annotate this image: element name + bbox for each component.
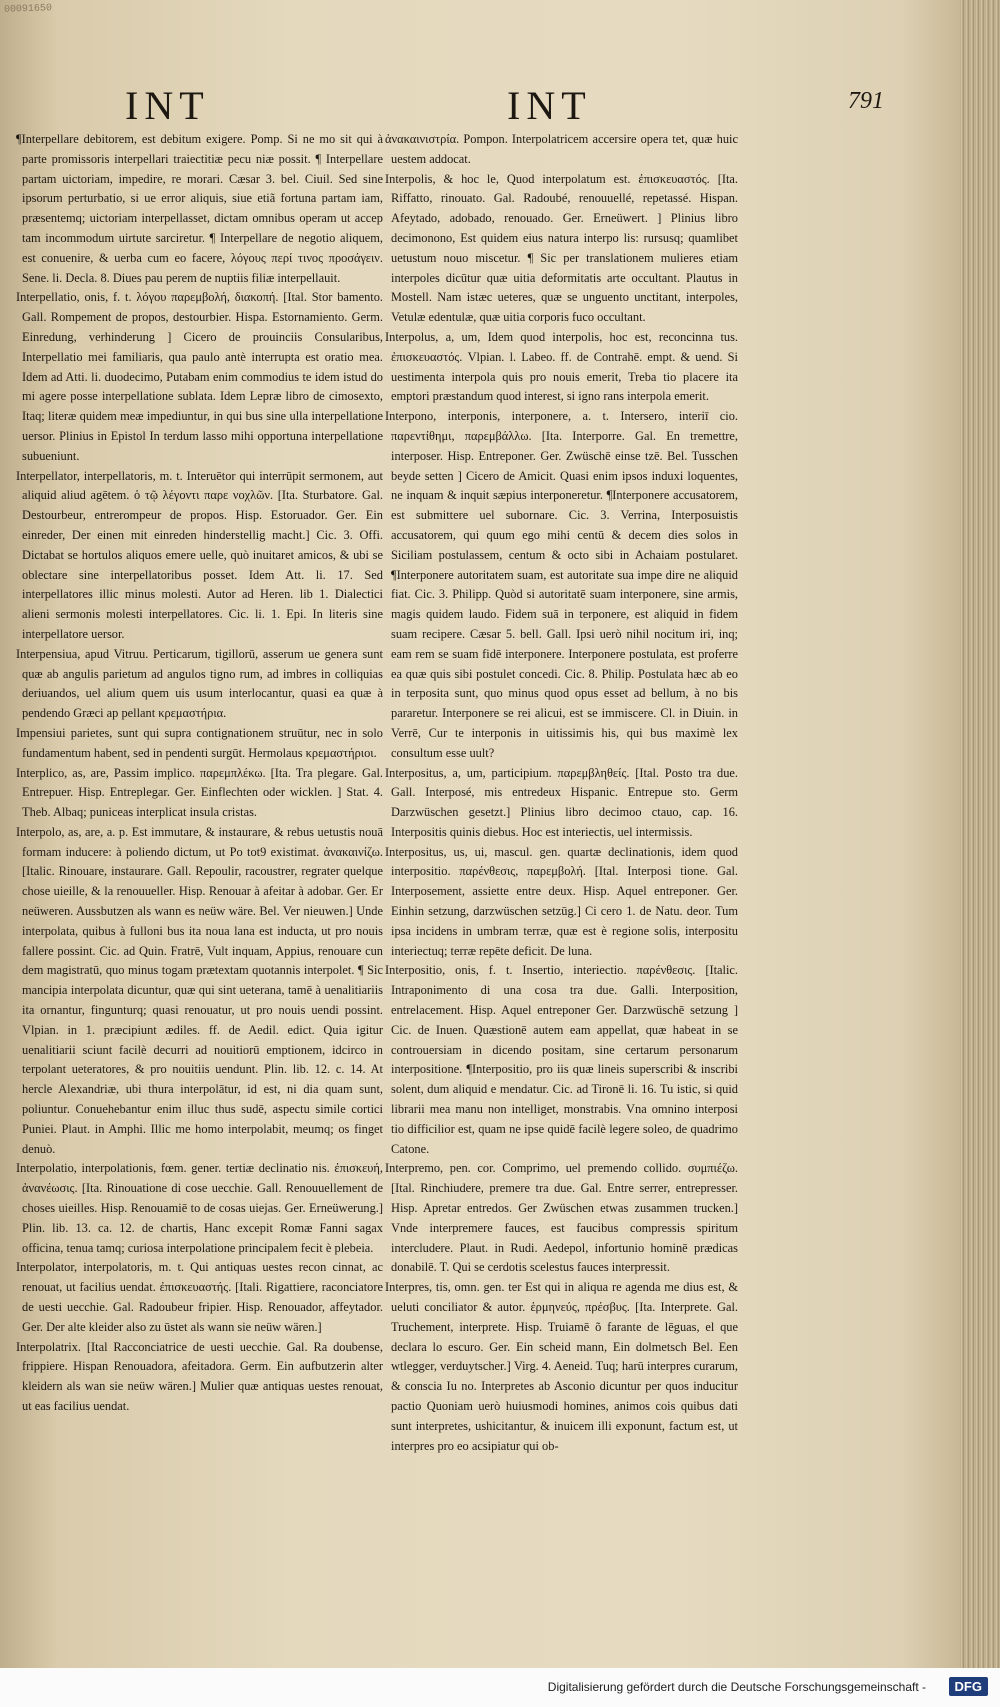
entry-interpolatio: Interpolatio, interpolationis, fœm. gener. tertiæ declinatio nis. ἐπισκευή, ἀνανέωσις. [Ita. Rinouatione di cose uecchie. Gall. Renouuellement de choses uieilles. Hisp. Renouamiē to de cosas uiejas. Ger. Erneüwerung.] Plin. lib. 13. ca. 12. de chartis, Hanc excepit Romæ Fanni sagax officina, tenua tamq; curiosa interpolatione principalem fecit è plebeia.: [16, 1161, 383, 1255]
entry-interpolatrix: Interpolatrix. [Ital Racconciatrice de uesti uecchie. Gal. Ra doubense, frippiere. Hispan Renouadora, afeitadora. Germ. Ein aufbutzerin alter kleidern als wan sie neüw wären.] Mulier quæ antiquas uestes renouat, ut eas facilius uendat.: [16, 1339, 383, 1413]
left-column: [16, 130, 383, 1417]
entry-interpellatio: Interpellatio, onis, f. t. λόγου παρεμβολή, διακοπή. [Ital. Stor bamento. Gall. Rompement de propos, destourbier. Hispa. Estornamiento. Germ. Einredung, verhinderung ] Cicero de prouinciis Consularibus, Interpellatio mei familiaris, qua paulo antè interrupta est oratio mea. Idem ad Atti. li. duodecimo, Putabam enim commodius te idem istud do mi agere posse interpellatione sublata. Idem Lepræ libro de cimosexto, Itaq; literæ quidem meæ impediuntur, in qui bus sine ulla interpellatione uersor. Plinius in Epistol In terdum lasso mihi opportuna interpellatione subueniunt.: [16, 290, 383, 463]
entry-interpensiua: Interpensiua, apud Vitruu. Perticarum, tigillorū, asserum ue genera sunt quæ ab angulis parietum ad angulos tigno rum, ad imbres in colliquias deriuandos, uel alium quem uis usum interlocantur, quasi ea quæ à pendendo Græci ap pellant κρεμαστήρια.: [16, 646, 383, 721]
catalog-stamp: 00091650: [3, 3, 53, 16]
digitization-credit: Digitalisierung gefördert durch die Deutsche Forschungsgemeinschaft -: [547, 1680, 926, 1694]
page-number: 791: [848, 88, 884, 114]
entry-interpres: Interpres, tis, omn. gen. ter Est qui in aliqua re agenda me dius est, & ueluti conciliator & autor. ἑρμηνεύς, πρέσβυς. [Ita. Interprete. Gal. Truchement, interprete. Hisp. Truiamē õ farante de lēguas, el que declara lo escuro. Ger. Ein scheid mann, Ein dolmetsch Bel. Een wtlegger, verduytscher.] Virg. 4. Aeneid. Tuq; harū interpres curarum, & conscia Iu no. Interpretes ab Asconio dicuntur per quos inducitur pactio Quoniam uerò huiusmodi homines, animos cois quibus dati sunt interpretes, ushicitantur, & inuicem illi exponunt, factum est, ut interpres pro eo acsipiatur qui ob-: [385, 1280, 738, 1453]
entry-interpolus: Interpolus, a, um, Idem quod interpolis, hoc est, reconcinna tus. ἐπισκευαστός. Vlpian. l. Labeo. ff. de Contrahē. empt. & uend. Si uestimenta interpola quis pro nouis emerit, Treba tio placere ita emptori præstandum quod interest, si igno rans interpola emerit.: [385, 329, 738, 404]
entry-interpolis: Interpolis, & hoc le, Quod interpolatum est. ἐπισκευαστός. [Ita. Riffatto, rinouato. Gal. Radoubé, renouuellé, repetassé. Hispan. Afeytado, adobado, renouado. Ger. Erneüwert. ] Plinius libro decimonono, Est quidem eius natura interpo lis: rursusq; quamlibet uetustum nouo miscetur. ¶ Sic per translationem mulieres etiam interpoles dicūtur quæ uitia deformitatis arte occultant. Plautus in Mostell. Nam istæc ueteres, quæ se unguento unctitant, interpoles, Vetulæ edentulæ, quæ uitia corporis fuco occultant.: [385, 171, 738, 325]
entry-interpremo: Interpremo, pen. cor. Comprimo, uel premendo collido. συμπιέζω. [Ital. Rinchiudere, premere tra due. Gal. Entre serrer, entrepresser. Hisp. Apretar entredos. Ger Zwüschen etwas zusammen trucken.] Vnde interpremere fauces, est faucibus compressis spiritum intercludere. Plaut. in Rudi. Aedepol, infortunio hominē prædicas donabilē. T. Qui se cerdotis scelestus fauces interpressit.: [385, 1161, 738, 1275]
entry-interpositus-participium: Interpositus, a, um, participium. παρεμβληθείς. [Ital. Posto tra due. Gall. Interposé, mis entredeux Hispanic. Entrepue sto. Germ Darzwüschen gesetzt.] Plinius libro decimoo ctauo, cap. 16. Interpositis quinis diebus. Hoc est interiectis, uel intermissis.: [385, 765, 738, 839]
entry-interpono: Interpono, interponis, interponere, a. t. Intersero, interiī cio. παρεντίθημι, παρεμβάλλω. [Ita. Interporre. Gal. En tremettre, interposer. Hisp. Entreponer. Ger. Zwüschē einse tzē. Bel. Tusschen beyde setten ] Cicero de Amicit. Quasi enim ipsos induxi loquentes, ne inquam & inquit sæpius interponeretur. ¶Interponere accusatorem, est submittere uel subornare. Cic. 3. Verrina, Interposuistis accusatorem, qui quum ego mihi centū & decem dies solos in Siciliam postulassem, centum & octo sibi in Achaiam postularet. ¶Interponere autoritatem suam, est autoritate sua impe dire ne aliquid fiat. Cic. 3. Philipp. Quòd si autoritatē suam interponere, sine armis, magis quidem laudo. Fidem suā in terponere, est aliquid in fidem suam recipere. Cæsar 5. bell. Gall. Ipsi uerò nihil nocitum iri, inq; eam rem se suam fidē interponere. Interponere postulata, est proferre ea quæ quis sibi postulet concedi. Cic. 8. Philip. Postulata hæc ab eo in terposita sunt, quo minus quod opus esset ad bellum, à no bis pararetur. Interponere se rei alicui, est se immiscere. Cl. in Diuin. in Verrē, Cur te interponis in uitissimis his, qui bus maximè lex consultum esse uult?: [385, 409, 738, 760]
entry-continuation: ἀνακαινιστρία. Pompon. Interpolatricem accersire opera tet, quæ huic uestem addocat.: [385, 132, 738, 166]
entry-interpellare: ¶Interpellare debitorem, est debitum exigere. Pomp. Si ne mo sit qui à parte promissoris interpellari traiectitiæ pecu niæ possit. ¶ Interpellare partam uictoriam, impedire, re morari. Cæsar 3. bel. Ciuil. Sed sine ipsorum perturbatio, si ue error aliquis, siue etiã fortuna partam iam, præsentemq; uictoriam interpellasset, dictam omnibus operam ut accep tam incommodum uirtute sarciretur. ¶ Interpellare de negotio aliquem, est conuenire, & uerba cum eo facere, λόγους περί τινος προσάγειν. Sene. li. Decla. 8. Diues pau perem de nuptiis filiæ interpellauit.: [16, 132, 383, 285]
entry-interpolo: Interpolo, as, are, a. p. Est immutare, & instaurare, & rebus uetustis nouā formam inducere: à poliendo dictum, ut Po tot9 existimat. ἀνακαινίζω. [Italic. Rinouare, instaurare. Gall. Repoulir, racoustrer, regrater quelque chose uieille, & la renouueller. Hisp. Renouar à afeitar à adobar. Ger. Er neüweren. Aussbutzen als wann es neüw wäre. Bel. Ver nieuwen.] Unde interpolata, quibus à fulloni bus ita noua lana est inducta, ut pro nouis fallere possint. Cic. ad Quin. Fratrē, Vult inquam, Appius, renouare cun dem magistratū, quo minus togam prætextam quotannis interpolet. ¶ Sic mancipia interpolata dicuntur, quæ qui sint ueterana, tamē à uenalitiariis ita ornantur, fingunturq; quasi renouatur, ut pro nouis uendi possint. Vlpian. in 1. præcipiunt ædiles. ff. de Aedil. edict. Quia igitur uenalitiarii sciunt facilè decurri ad nouitiorū emptionem, idcirco in terpolant ueteratores, & pro nouitiis uendunt. Plin. lib. 12. c. 14. At hercle Alexandriæ, ubi thura interpolātur, id est, ni dia quam sunt, poliuntur. Conuehebantur enim illuc thus sudē, aspectu simile cortici Puniei. Plaut. in Amphi. Illic me homo interpolabit, meumq; os finget denuò.: [16, 824, 383, 1156]
entry-interpositus-noun: Interpositus, us, ui, mascul. gen. quartæ declinationis, idem quod interpositio. παρένθεσις, παρεμβολή. [Ital. Interposi tione. Gal. Interposement, assiette entre deux. Hisp. Aquel entreponer. Ger. Einhin setzung, darzwüschen setzūg.] Ci cero 1. de Natu. deor. Tum ipsa incidens in umbram terræ, quæ est è regione solis, interpositu interiectuq; terræ repēte deficit. De luna.: [385, 844, 738, 958]
running-header-right: INT: [507, 83, 592, 128]
entry-impensiui: Impensiui parietes, sunt qui supra contignationem struūtur, nec in solo fundamentum habent, sed in pendenti surgūt. Hermolaus κρεμαστήριοι.: [16, 725, 383, 760]
dfg-logo: DFG: [949, 1677, 988, 1696]
entry-interplico: Interplico, as, are, Passim implico. παρεμπλέκω. [Ita. Tra plegare. Gal. Entrepuer. Hisp. Entreplegar. Ger. Einflechten oder wicklen. ] Stat. 4. Theb. Albaq; puniceas interplicat insula cristas.: [16, 765, 383, 820]
entry-interpositio: Interpositio, onis, f. t. Insertio, interiectio. παρένθεσις. [Italic. Intraponimento di una cosa tra due. Galli. Interposition, entrelacement. Hisp. Aquel entreponer Ger. Darzwüschē setzung ] Cic. de Inuen. Quæstionē autem eam appellat, quæ habeat in se controuersiam in dicendo positam, sine certarum personarum interpositione. ¶Interpositio, pro iis quæ lineis superscribi & inscribi solent, dum aliquid e mendatur. Cic. ad Tironē li. 16. Tu istic, si quid librarii mea manu non intelliget, monstrabis. Vna omnino interposi tio difficilior est, quam ne ipse quidē facilè legere soleo, de quadrimo Catone.: [385, 963, 738, 1156]
entry-interpolator: Interpolator, interpolatoris, m. t. Qui antiquas uestes recon cinnat, ac renouat, ut facilius uendat. ἐπισκευαστής. [Itali. Rigattiere, raconciatore de uesti uecchie. Gal. Radoubeur fripier. Hisp. Renouador, affeytador. Ger. Der alte kleider also zu ūstet als wann sie neüw wären.]: [16, 1260, 383, 1334]
running-header-left: INT: [125, 83, 210, 128]
right-column: [385, 130, 738, 1456]
entry-interpellator: Interpellator, interpellatoris, m. t. Interuētor qui interrūpit sermonem, aut aliquid aliud agētem. ὁ τῷ λέγοντι παρε νοχλῶν. [Ita. Sturbatore. Gal. Destourbeur, entrerompeur de propos. Hisp. Estoruador. Ger. Ein einreder, Der einen mit einreden hinderstellig macht.] Cic. 3. Offi. Dictabat se hortulos aliquos emere uelle, quò inuitaret amicos, & ubi se oblectare sine interpellatoribus posset. Idem Att. li. 17. Sed interpellatores illic minus molesti. Autor ad Heren. lib 1. Dialectici alieni sermonis molesti interpellatores. Cic. li. 1. Epi. In literis sine interpellatore uersor.: [16, 468, 383, 641]
page-edges: [960, 0, 1000, 1668]
